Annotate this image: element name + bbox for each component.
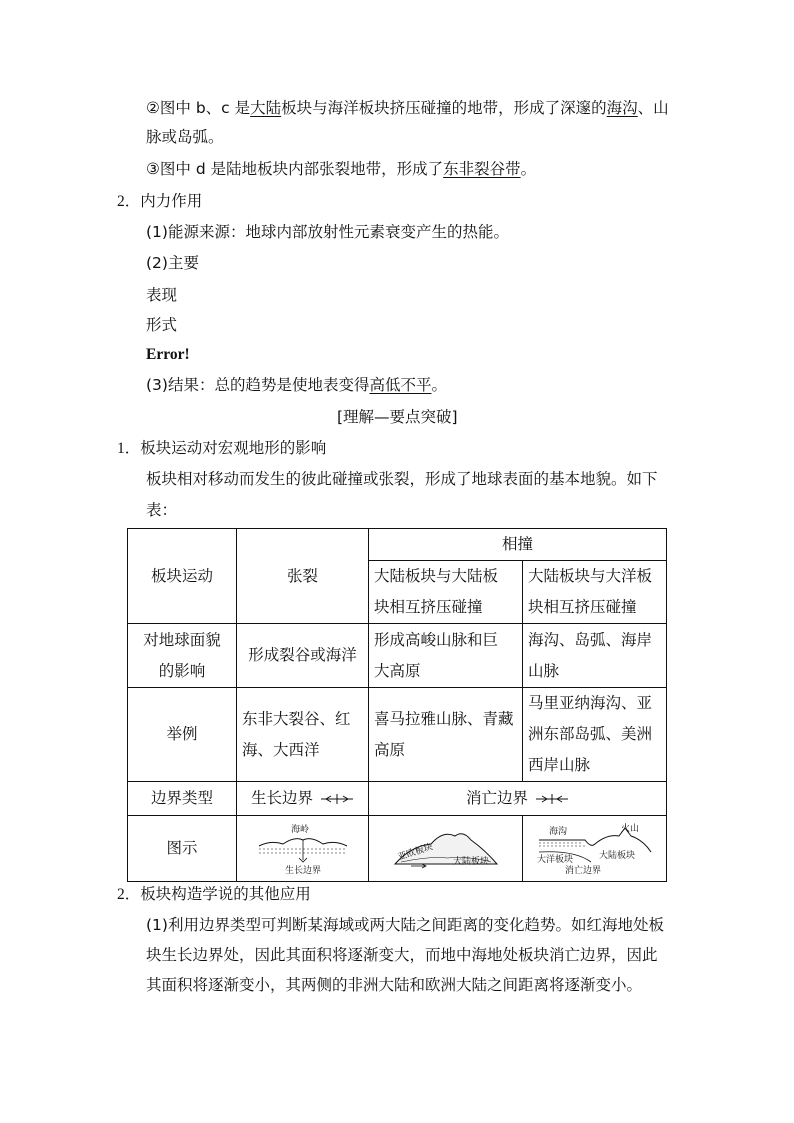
cell-line: 高原 bbox=[374, 740, 406, 759]
cell-line: 大陆板块与大洋板 bbox=[528, 567, 653, 585]
text: (3)结果：总的趋势是使地表变得 bbox=[146, 376, 370, 394]
answer-underline: 大陆 bbox=[250, 99, 282, 117]
section-heading-other-apps bbox=[117, 883, 311, 906]
row-diagram-label: 图示 bbox=[128, 816, 237, 882]
diagram-label: 生长边界 bbox=[284, 865, 321, 876]
row-effect-cc bbox=[369, 624, 523, 688]
section-heading-plate-effect bbox=[117, 437, 326, 460]
cell-line: 山脉 bbox=[528, 661, 560, 680]
diagram-rift-cell bbox=[237, 816, 369, 882]
diagram-label: 海沟 bbox=[548, 826, 567, 837]
text: ③图中 d 是陆地板块内部张裂地带，形成了 bbox=[146, 160, 444, 178]
cell-line: 块相互挤压碰撞 bbox=[528, 598, 637, 616]
cell-line: 海沟、岛弧、海岸 bbox=[528, 630, 653, 649]
cell-line: 块相互挤压碰撞 bbox=[374, 598, 483, 616]
cell-line: 西岸山脉 bbox=[528, 756, 591, 774]
section-title: 内力作用 bbox=[140, 192, 203, 210]
section-heading-inner-force bbox=[117, 190, 202, 213]
text: 。 bbox=[431, 376, 447, 394]
cell-line: 海、大西洋 bbox=[242, 740, 320, 759]
boundary-text: 消亡边界 bbox=[466, 789, 529, 807]
header-continent-ocean bbox=[523, 561, 667, 624]
cell-line: 洲东部岛弧、美洲 bbox=[528, 725, 653, 743]
cell-line: 的影响 bbox=[158, 661, 206, 680]
boundary-text: 生长边界 bbox=[251, 789, 314, 807]
main-label: (2)主要 bbox=[146, 254, 199, 272]
collision-co-diagram bbox=[535, 822, 655, 876]
result-line bbox=[146, 374, 447, 396]
diagram-label: 大陆板块 bbox=[598, 850, 635, 861]
answer-underline: 海沟 bbox=[606, 99, 638, 117]
section-number: 2． bbox=[117, 886, 141, 903]
cell-line: 东非大裂谷、红 bbox=[242, 709, 351, 728]
other-apps-line-3: 其面积将逐渐变小，其两侧的非洲大陆和欧洲大陆之间距离将逐渐变小。 bbox=[146, 976, 643, 994]
row-example-rift bbox=[237, 688, 369, 782]
para-line-2 bbox=[146, 97, 669, 119]
diagram-label: 火山 bbox=[620, 823, 639, 834]
para-line-3 bbox=[146, 158, 536, 180]
convergent-boundary-icon bbox=[535, 793, 569, 805]
row-boundary-rift bbox=[237, 782, 369, 816]
diagram-label: 消亡边界 bbox=[564, 865, 601, 876]
section-heading-understand: [理解—要点突破] bbox=[337, 408, 458, 426]
row-example-label: 举例 bbox=[128, 688, 237, 782]
cell-line: 大陆板块与大陆板 bbox=[374, 567, 499, 585]
cell-line: 马里亚纳海沟、亚 bbox=[528, 694, 653, 712]
text: 。 bbox=[520, 160, 537, 178]
xingshi-label: 形式 bbox=[146, 316, 178, 334]
diagram-label: 亚欧板块 bbox=[396, 841, 434, 863]
diagram-label: 海岭 bbox=[290, 824, 309, 835]
cell-line: 对地球面貌 bbox=[143, 630, 221, 649]
row-example-cc bbox=[369, 688, 523, 782]
header-motion: 板块运动 bbox=[128, 529, 237, 624]
text: ②图中 b、c 是 bbox=[146, 99, 251, 117]
header-rift: 张裂 bbox=[237, 529, 369, 624]
answer-underline: 高低不平 bbox=[369, 376, 432, 394]
text: 板块与海洋板块挤压碰撞的地带，形成了深邃的 bbox=[281, 99, 607, 117]
section-title: 板块运动对宏观地形的影响 bbox=[140, 439, 327, 457]
section-number: 1． bbox=[117, 440, 141, 457]
biaoxian-label: 表现 bbox=[146, 286, 178, 304]
collision-cc-diagram bbox=[391, 822, 501, 876]
section-number: 2． bbox=[117, 193, 141, 210]
row-boundary-label: 边界类型 bbox=[128, 782, 237, 816]
plate-intro-2: 表： bbox=[146, 501, 178, 519]
row-boundary-collide bbox=[369, 782, 667, 816]
error-text: Error! bbox=[146, 346, 190, 363]
section-title: 板块构造学说的其他应用 bbox=[140, 885, 311, 903]
divergent-boundary-icon bbox=[320, 793, 354, 805]
diagram-cc-cell bbox=[369, 816, 523, 882]
rift-diagram bbox=[255, 822, 351, 876]
plate-motion-table bbox=[127, 528, 667, 882]
diagram-co-cell bbox=[523, 816, 667, 882]
text: 、山 bbox=[637, 99, 669, 117]
energy-source: (1)能源来源：地球内部放射性元素衰变产生的热能。 bbox=[146, 223, 509, 241]
other-apps-line-2: 块生长边界处，因此其面积将逐渐变大，而地中海地处板块消亡边界，因此 bbox=[146, 946, 658, 964]
other-apps-line-1: (1)利用边界类型可判断某海域或两大陆之间距离的变化趋势。如红海地处板 bbox=[146, 916, 664, 934]
row-effect-rift: 形成裂谷或海洋 bbox=[237, 624, 369, 688]
diagram-label: 大陆板块 bbox=[452, 856, 489, 867]
header-continent-continent bbox=[369, 561, 523, 624]
para-line-2-cont: 脉或岛弧。 bbox=[146, 128, 224, 146]
cell-line: 形成高峻山脉和巨 bbox=[374, 630, 499, 649]
answer-underline: 东非裂谷带 bbox=[443, 160, 521, 178]
row-example-co bbox=[523, 688, 667, 782]
diagram-label: 大洋板块 bbox=[536, 854, 573, 865]
row-effect-label bbox=[128, 624, 237, 688]
plate-intro-1: 板块相对移动而发生的彼此碰撞或张裂，形成了地球表面的基本地貌。如下 bbox=[146, 470, 658, 488]
cell-line: 大高原 bbox=[374, 661, 421, 680]
row-effect-co bbox=[523, 624, 667, 688]
header-collide: 相撞 bbox=[369, 529, 667, 561]
cell-line: 喜马拉雅山脉、青藏 bbox=[374, 709, 514, 728]
